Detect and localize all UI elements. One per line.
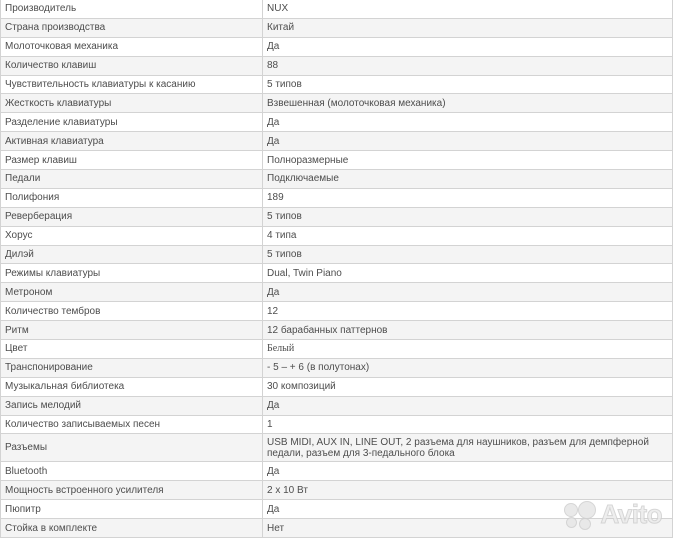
spec-label: Транспонирование xyxy=(1,358,263,377)
spec-row xyxy=(1,264,673,283)
spec-row xyxy=(1,113,673,132)
spec-row xyxy=(1,188,673,207)
spec-row xyxy=(1,283,673,302)
spec-label: Запись мелодий xyxy=(1,396,263,415)
spec-row xyxy=(1,415,673,434)
spec-label: Bluetooth xyxy=(1,462,263,481)
spec-label: Страна производства xyxy=(1,18,263,37)
spec-label: Производитель xyxy=(1,0,263,18)
spec-value: 1 xyxy=(263,415,673,434)
spec-row xyxy=(1,18,673,37)
spec-label: Режимы клавиатуры xyxy=(1,264,263,283)
spec-label: Чувствительность клавиатуры к касанию xyxy=(1,75,263,94)
spec-row xyxy=(1,396,673,415)
spec-label: Реверберация xyxy=(1,207,263,226)
spec-label: Полифония xyxy=(1,188,263,207)
spec-value: Да xyxy=(263,37,673,56)
spec-label: Активная клавиатура xyxy=(1,132,263,151)
spec-value: 189 xyxy=(263,188,673,207)
avito-dots-icon xyxy=(564,501,596,529)
spec-value: Китай xyxy=(263,18,673,37)
spec-label: Пюпитр xyxy=(1,500,263,519)
spec-row xyxy=(1,0,673,18)
spec-label: Количество клавиш xyxy=(1,56,263,75)
spec-value: 5 типов xyxy=(263,75,673,94)
spec-table-body xyxy=(1,0,673,538)
spec-row xyxy=(1,462,673,481)
spec-row xyxy=(1,302,673,321)
spec-row xyxy=(1,207,673,226)
spec-label: Количество тембров xyxy=(1,302,263,321)
spec-label: Музыкальная библиотека xyxy=(1,377,263,396)
spec-value: Да xyxy=(263,462,673,481)
spec-value: 88 xyxy=(263,56,673,75)
spec-row xyxy=(1,132,673,151)
spec-value: Да xyxy=(263,396,673,415)
spec-value: Взвешенная (молоточковая механика) xyxy=(263,94,673,113)
spec-label: Молоточковая механика xyxy=(1,37,263,56)
spec-label: Количество записываемых песен xyxy=(1,415,263,434)
spec-value: Да xyxy=(263,500,673,519)
spec-label: Дилэй xyxy=(1,245,263,264)
spec-row xyxy=(1,377,673,396)
avito-watermark xyxy=(564,499,662,530)
spec-value: Полноразмерные xyxy=(263,151,673,170)
spec-label: Ритм xyxy=(1,321,263,340)
spec-row xyxy=(1,151,673,170)
spec-value: 4 типа xyxy=(263,226,673,245)
spec-row xyxy=(1,94,673,113)
spec-value: Нет xyxy=(263,519,673,538)
spec-row xyxy=(1,170,673,189)
spec-value: Белый xyxy=(263,340,673,359)
spec-value: Да xyxy=(263,113,673,132)
spec-value: Подключаемые xyxy=(263,170,673,189)
spec-label: Разделение клавиатуры xyxy=(1,113,263,132)
avito-watermark-text: Avito xyxy=(600,499,662,529)
spec-row xyxy=(1,434,673,462)
spec-row xyxy=(1,37,673,56)
spec-value: 12 барабанных паттернов xyxy=(263,321,673,340)
spec-value: 2 х 10 Вт xyxy=(263,481,673,500)
spec-label: Размер клавиш xyxy=(1,151,263,170)
spec-value: Да xyxy=(263,283,673,302)
spec-label: Метроном xyxy=(1,283,263,302)
spec-label: Хорус xyxy=(1,226,263,245)
spec-row xyxy=(1,75,673,94)
spec-row xyxy=(1,226,673,245)
spec-label: Цвет xyxy=(1,340,263,359)
spec-row xyxy=(1,481,673,500)
spec-value: 5 типов xyxy=(263,245,673,264)
spec-row xyxy=(1,245,673,264)
spec-value: NUX xyxy=(263,0,673,18)
spec-label: Педали xyxy=(1,170,263,189)
spec-label: Мощность встроенного усилителя xyxy=(1,481,263,500)
spec-value: USB MIDI, AUX IN, LINE OUT, 2 разъема для наушников, разъем для демпферной педали, разъем для 3-педального блока xyxy=(263,434,673,462)
spec-value: Да xyxy=(263,132,673,151)
spec-value: 5 типов xyxy=(263,207,673,226)
spec-label: Разъемы xyxy=(1,434,263,462)
spec-value: - 5 – + 6 (в полутонах) xyxy=(263,358,673,377)
spec-value: 30 композиций xyxy=(263,377,673,396)
spec-value: 12 xyxy=(263,302,673,321)
spec-row xyxy=(1,321,673,340)
spec-row xyxy=(1,358,673,377)
spec-row xyxy=(1,56,673,75)
spec-value: Dual, Twin Piano xyxy=(263,264,673,283)
spec-label: Стойка в комплекте xyxy=(1,519,263,538)
spec-row xyxy=(1,340,673,359)
spec-label: Жесткость клавиатуры xyxy=(1,94,263,113)
